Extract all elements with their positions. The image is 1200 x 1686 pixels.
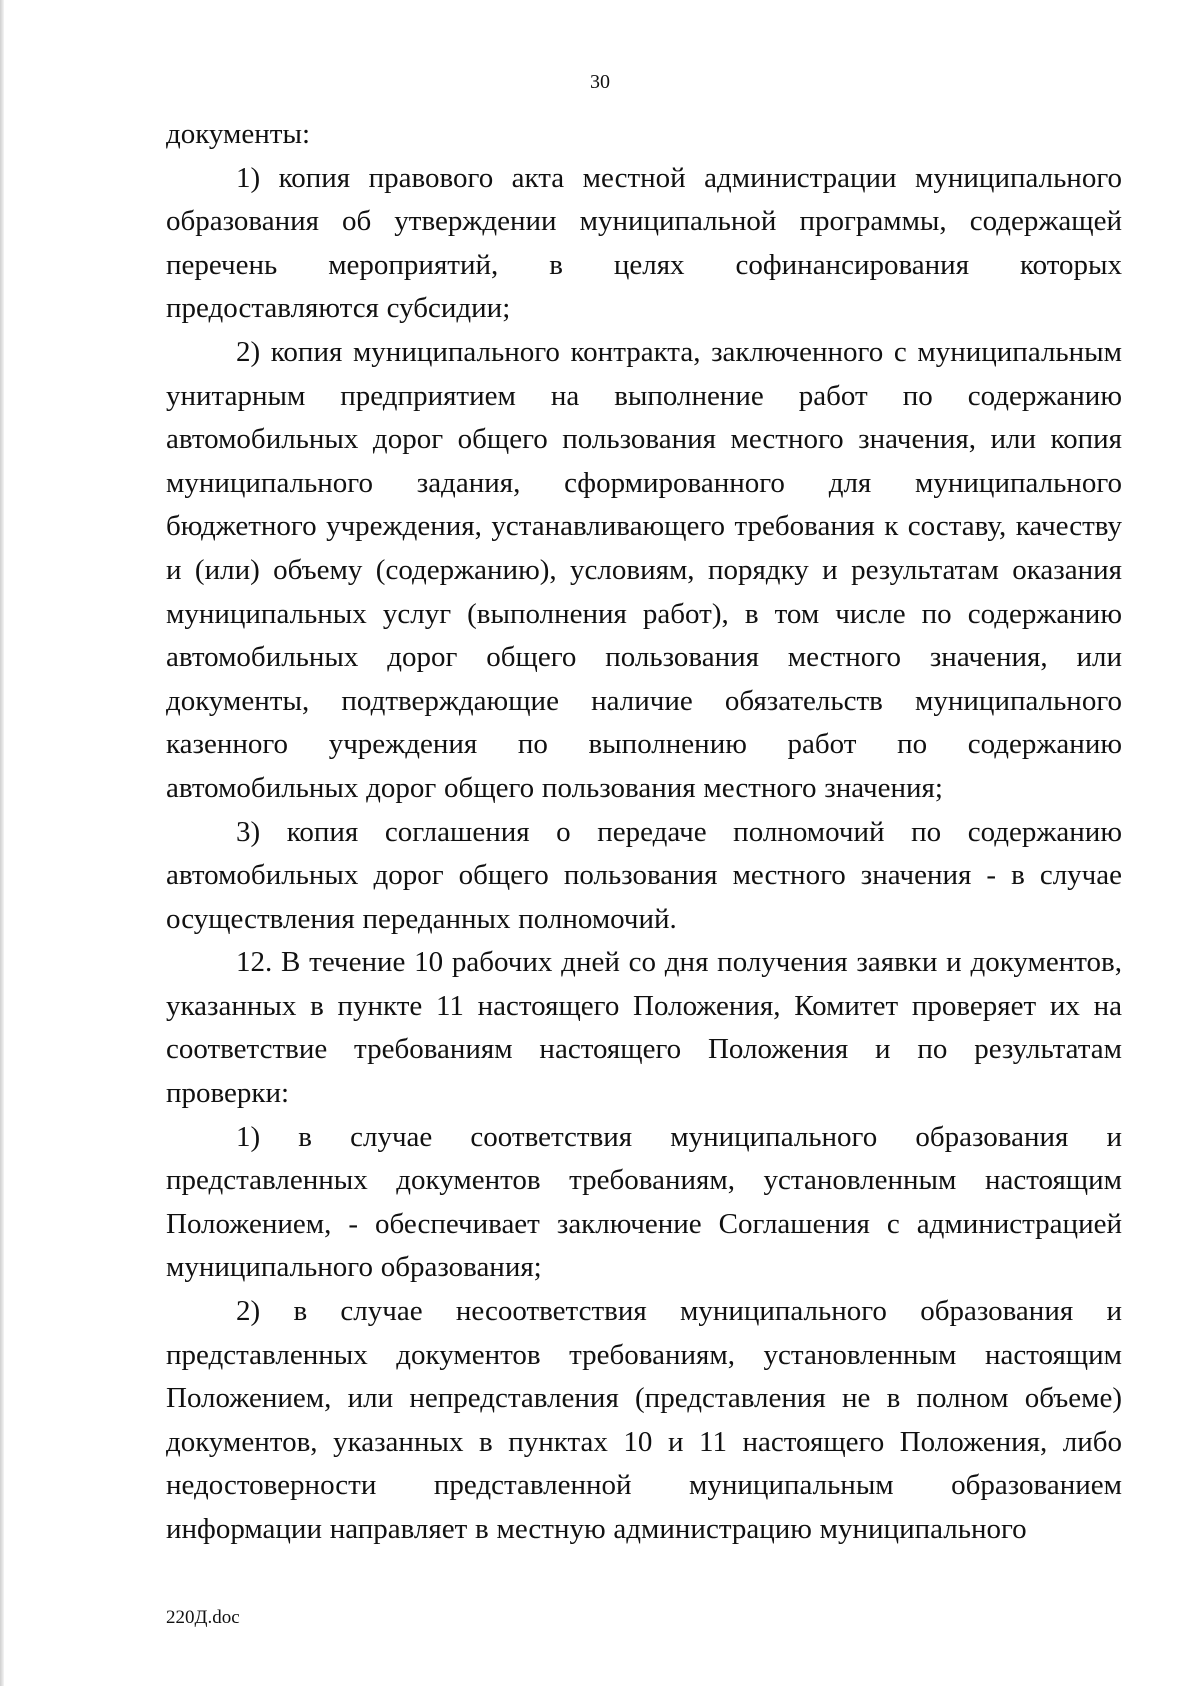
footer-filename: 220Д.doc (166, 1607, 240, 1628)
page-number: 30 (590, 71, 610, 93)
paragraph-item-1-program-act: 1) копия правового акта местной администрации муниципального образования об утверждении муниципальной программы, содержащей перечень мероприятий, в целях софинансирования которых предоставляются субсидии; (166, 161, 1122, 325)
scan-edge (0, 0, 4, 1686)
paragraph-item-2-contract: 2) копия муниципального контракта, заключенного с муниципальным унитарным предприятием на выполнение работ по содержанию автомобильных дорог общего пользования местного значения, или копия муниципального задания, сформированного для муниципального бюджетного учреждения, устанавливающего требования к составу, качеству и (или) объему (содержанию), условиям, порядку и результатам оказания муниципальных услуг (выполнения работ), в том числе по содержанию автомобильных дорог общего пользования местного значения, или документы, подтверждающие наличие обязательств муниципального казенного учреждения по выполнению работ по содержанию автомобильных дорог общего пользования местного значения; (166, 335, 1122, 804)
paragraph-section-12-item-2: 2) в случае несоответствия муниципального образования и представленных документов требованиям, установленным настоящим Положением, или непредставления (представления не в полном объеме) документов, указанных в пунктах 10 и 11 настоящего Положения, либо недостоверности представленной муниципальным образованием информации направляет в местную администрацию муниципального (166, 1295, 1122, 1545)
document-body (166, 113, 1122, 1552)
paragraph-documents-heading: документы: (166, 118, 311, 150)
paragraph-item-3-agreement: 3) копия соглашения о передаче полномочий по содержанию автомобильных дорог общего пользования местного значения - в случае осуществления переданных полномочий. (166, 815, 1122, 935)
paragraph-section-12-item-1: 1) в случае соответствия муниципального образования и представленных документов требованиям, установленным настоящим Положением, - обеспечивает заключение Соглашения с администрацией муниципального образования; (166, 1120, 1122, 1284)
paragraph-section-12: 12. В течение 10 рабочих дней со дня получения заявки и документов, указанных в пункте 11 настоящего Положения, Комитет проверяет их на соответствие требованиям настоящего Положения и по результатам проверки: (166, 946, 1122, 1110)
